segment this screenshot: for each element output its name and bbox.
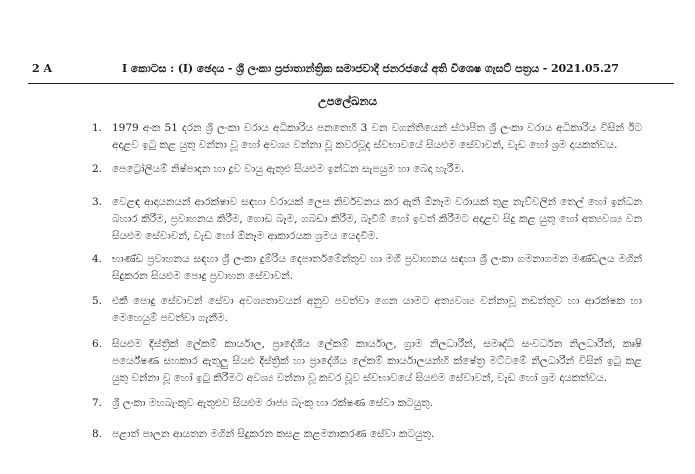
page-header (32, 62, 672, 78)
gazette-title: I කොටස : (I) ඡෙදය - ශ්‍රී ලංකා ප්‍රජාතාන්ත්‍රික සමාජවාදී ජනරජයේ අති විශෙෂ ගැසට් පත්‍රය - 2021.05.27 (122, 62, 619, 75)
item-number: 7. (91, 397, 102, 409)
item-text: වෙළඳ ආදායනයන් ආරක්ෂාව සඳහා වරායක් ලෙස නිර්වචනය කර ඇති ඕනෑම වරායක් තුළ නැව්වලින් තෙල් හෝ ඉන්ධන බහාර කිරීම, ප්‍රවාහනය කිරීම, ගොඩ බෑම, ගබඩා කිරීම, බෑවීම් හෝ ඉවත් කිරීමට අදාළව සිදු කළ යුතු හෝ අත්‍යවශ්‍ය වන සියළුම සේවාවන්, වැඩ හෝ ඕනෑම ආකාරයක ශ්‍රමය යෙදවීම. (112, 196, 642, 242)
header-divider (28, 83, 674, 84)
item-number: 4. (91, 253, 102, 265)
item-text: පළාත් පාලන ආයතන මගින් සිදුකරන කසළ කළමනාකරණ සේවා කටයුතු. (112, 428, 435, 440)
page-number: 2 A (32, 62, 53, 75)
item-number: 5. (91, 295, 102, 307)
item-number: 8. (91, 428, 102, 440)
schedule-heading: උපලේඛනය (318, 94, 377, 108)
item-number: 1. (91, 122, 102, 134)
item-text: භාණ්ඩ ප්‍රවාහනය සඳහා ශ්‍රී ලංකා දුම්රිය දෙපාර්තමේන්තුව හා මගී ප්‍රවාහනය සඳහා ශ්‍රී ලංකා ගමනාගමන මණ්ඩලය මගින් සිදුකරන සියළුම පොදු ප්‍රවාහන සේවාවන්. (112, 253, 642, 282)
item-text: එකී පොදු සේවාවන් සේවා අවශ්‍යතාවයන් අනුව පවත්වා ගෙන යාමට අත්‍යවශ්‍ය වන්නාවූ නඩත්තුව හා ආරක්ෂක හා මෙහෙයුම් පවත්වා ගැනීම. (112, 295, 642, 324)
item-number: 6. (91, 338, 102, 350)
item-text: සියළුම දිස්ත්‍රික් ලේකම් කාර්යාල, ප්‍රාදේශීය ලේකම් කාර්යාල, ග්‍රාම නිලධාරීන්, සමෘද්ධි සංවර්ධන නිලධාරීන්, කෘෂි පර්යේෂණ සහකාර ඇතුලු සියළු දිස්ත්‍රික් හා ප්‍රාදේශීය ලේකම් කාර්යාලයන්හි ක්ෂේත්‍ර මට්ටමේ නිලධාරීන් විසින් ඉටු කළ යුතු වන්නා වූ හෝ ඉටු කිරීමට අවශ්‍ය වන්නා වූ කවර වූව ස්වභාවයේ සියළුම සේවාවන්, වැඩ හෝ ශ්‍රම දායකත්වය. (112, 338, 642, 384)
item-text: ශ්‍රී ලංකා මහබැංකුව ඇතුළුව සියළුම රාජ්‍ය බැංකු හා රක්ෂණ සේවා කටයුතු. (112, 397, 434, 409)
item-number: 3. (91, 196, 102, 208)
item-number: 2. (91, 163, 102, 175)
item-text: 1979 අංක 51 දරන ශ්‍රී ලංකා වරාය අධිකාරිය පනතෙහි 3 වන වගන්තියෙන් ස්ථාපිත ශ්‍රී ලංකා වරාය අධිකාරිය විසින් ඊට අදාළව ඉටු කළ යුතු වන්නා වූ හෝ අවශ්‍ය වන්නා වූ කවරවූද ස්වභාවයේ සියළුම සේවාවන්, වැඩ හෝ ශ්‍රම දායකත්වය. (112, 122, 642, 151)
item-text: පෙට්‍රෝලියම් නිෂ්පාදන හා ද්‍රව වායු ඇතුළු සියළුම ඉන්ධන සැපයුම හා බෙදා හැරීම. (112, 163, 465, 175)
